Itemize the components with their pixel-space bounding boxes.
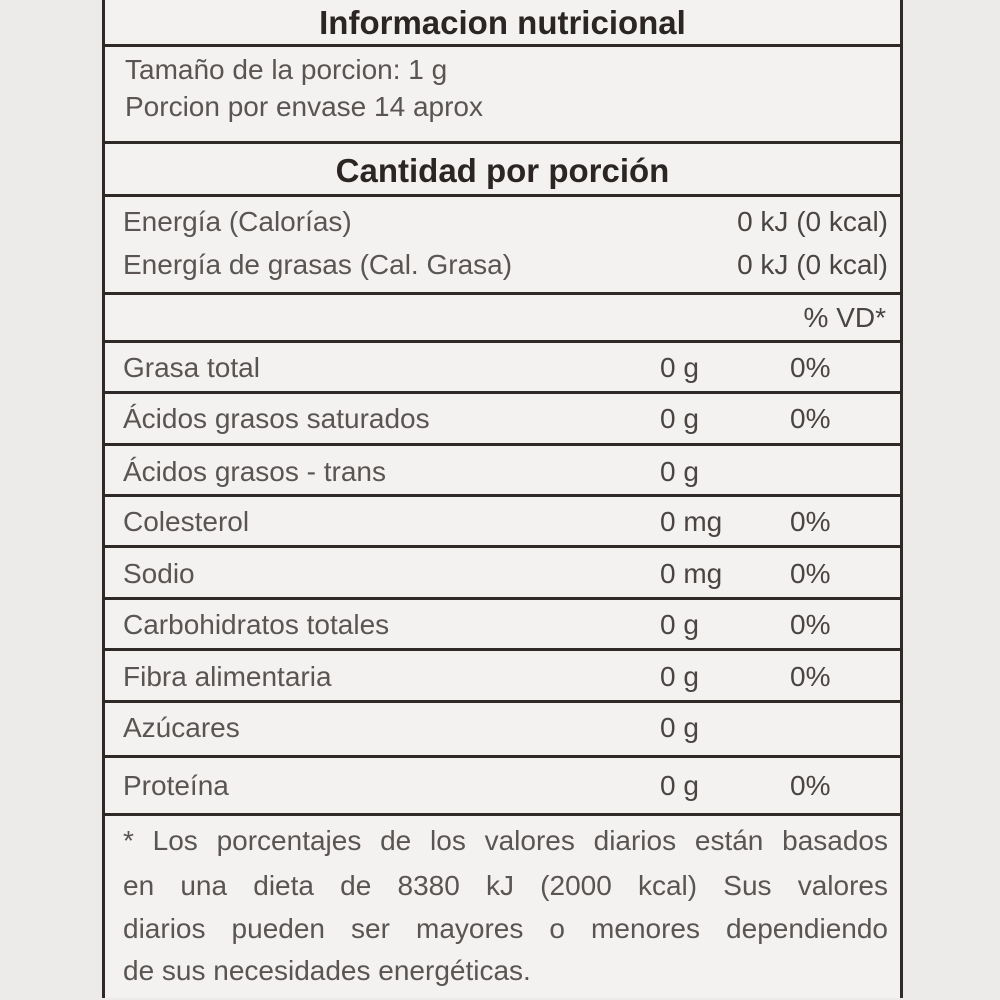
amount-per-serving-heading: Cantidad por porción [335,152,670,189]
nutrient-name: Carbohidratos totales [123,609,390,640]
divider [105,545,900,548]
nutrient-pct: 0% [790,661,831,692]
label-title: Informacion nutricional [319,4,686,41]
nutrient-amount: 0 g [660,609,699,640]
daily-value-header: % VD* [803,302,886,333]
nutrient-pct: 0% [790,609,831,640]
nutrient-name: Azúcares [123,712,240,743]
nutrient-pct: 0% [790,558,831,589]
divider [105,755,900,758]
nutrient-amount: 0 g [660,352,699,383]
nutrient-amount: 0 g [660,661,699,692]
nutrient-name: Ácidos grasos - trans [123,456,386,487]
nutrition-label [102,0,903,998]
divider [105,597,900,600]
nutrient-name: Proteína [123,770,229,801]
divider [105,44,900,47]
nutrient-pct: 0% [790,352,831,383]
nutrient-amount: 0 mg [660,558,723,589]
footnote-line: en una dieta de 8380 kJ (2000 kcal) Sus valores [123,870,888,901]
serving-size: Tamaño de la porcion: 1 g [125,54,448,85]
nutrient-pct: 0% [790,770,831,801]
divider [105,194,900,197]
divider [105,443,900,446]
fat-energy-value: 0 kJ (0 kcal) [737,249,888,280]
energy-value: 0 kJ (0 kcal) [737,206,888,237]
fat-energy-label: Energía de grasas (Cal. Grasa) [123,249,513,280]
footnote-line: diarios pueden ser mayores o menores dependiendo [123,913,888,944]
footnote-line: * Los porcentajes de los valores diarios están basados [123,825,888,856]
nutrient-name: Ácidos grasos saturados [123,403,430,434]
divider [105,494,900,497]
nutrient-amount: 0 g [660,770,699,801]
nutrient-amount: 0 mg [660,506,723,537]
divider [105,813,900,816]
divider [105,141,900,144]
nutrient-amount: 0 g [660,403,699,434]
divider [105,391,900,394]
footnote-line: de sus necesidades energéticas. [123,955,531,986]
divider [105,292,900,295]
nutrient-amount: 0 g [660,712,699,743]
nutrient-pct: 0% [790,403,831,434]
nutrient-pct: 0% [790,506,831,537]
nutrient-name: Sodio [123,558,195,589]
nutrient-amount: 0 g [660,456,699,487]
servings-per-package: Porcion por envase 14 aprox [125,91,483,122]
energy-label: Energía (Calorías) [123,206,352,237]
divider [105,700,900,703]
nutrient-name: Grasa total [123,352,260,383]
nutrient-name: Fibra alimentaria [123,661,332,692]
divider [105,340,900,343]
nutrient-name: Colesterol [123,506,250,537]
divider [105,648,900,651]
